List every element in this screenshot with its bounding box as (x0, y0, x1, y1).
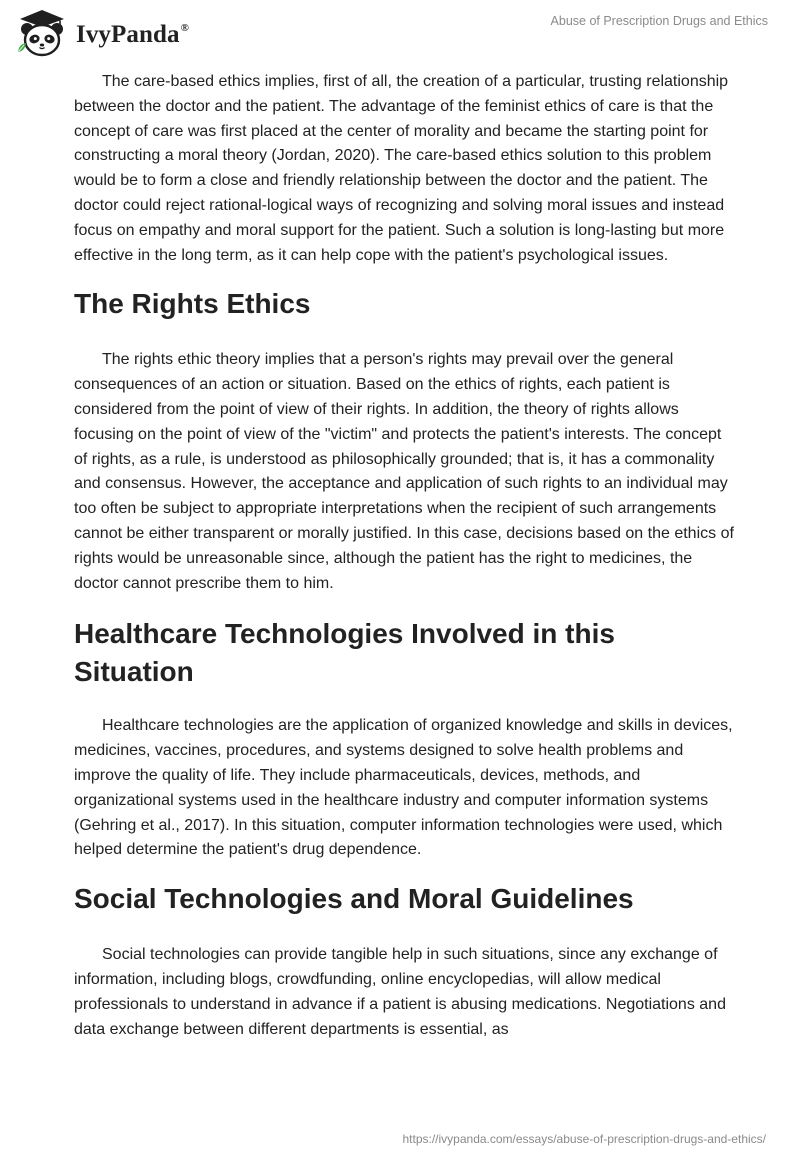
brand-name: IvyPanda® (76, 21, 189, 48)
paragraph-care-ethics: The care-based ethics implies, first of all, the creation of a particular, trusting relationship between the doctor and the patient. The advantage of the feminist ethics of care is that the concept of care was first placed at the center of morality and became the starting point for constructing a moral theory (Jordan, 2020). The care-based ethics solution to this problem would be to form a close and friendly relationship between the doctor and the patient. The doctor could reject rational-logical ways of recognizing and solving moral issues and instead focus on empathy and moral support for the patient. Such a solution is long-lasting but more effective in the long term, as it can help cope with the patient's psychological issues. (74, 73, 729, 264)
paragraph-healthcare-technologies: Healthcare technologies are the application of organized knowledge and skills in devices, medicines, vaccines, procedures, and systems designed to solve health problems and improve the quality of life. They include pharmaceuticals, devices, methods, and organizational systems used in the healthcare industry and computer information systems (Gehring et al., 2017). In this situation, computer information technologies were used, which helped determine the patient's drug dependence. (74, 717, 733, 859)
document-title: Abuse of Prescription Drugs and Ethics (550, 14, 768, 28)
essay-body (74, 70, 734, 1042)
heading-healthcare-technologies: Healthcare Technologies Involved in this Situation (74, 618, 615, 688)
page-header (0, 0, 800, 66)
paragraph-social-technologies: Social technologies can provide tangible help in such situations, since any exchange of information, including blogs, crowdfunding, online encyclopedias, will allow medical professionals to understand in advance if a patient is abusing medications. Negotiations and data exchange between different departments is essential, as (74, 946, 726, 1038)
panda-graduate-icon (14, 8, 70, 60)
footer-url[interactable]: https://ivypanda.com/essays/abuse-of-prescription-drugs-and-ethics/ (402, 1132, 766, 1146)
paragraph-rights-ethics: The rights ethic theory implies that a person's rights may prevail over the general consequences of an action or situation. Based on the ethics of rights, each patient is considered from the point of view of their rights. In addition, the theory of rights allows focusing on the point of view of the "victim" and protects the patient's interests. The concept of rights, as a rule, is understood as philosophically grounded; that is, it has a commonality and consensus. However, the acceptance and application of such rights to an individual may too often be subject to appropriate interpretations when the recipient of such arrangements cannot be either transparent or morally justified. In this case, decisions based on the ethics of rights would be unreasonable since, although the patient has the right to medicines, the doctor cannot prescribe them to him. (74, 351, 734, 592)
registered-mark: ® (180, 22, 189, 34)
heading-social-technologies: Social Technologies and Moral Guidelines (74, 883, 634, 915)
ivypanda-logo[interactable] (14, 8, 189, 60)
heading-rights-ethics: The Rights Ethics (74, 288, 311, 320)
